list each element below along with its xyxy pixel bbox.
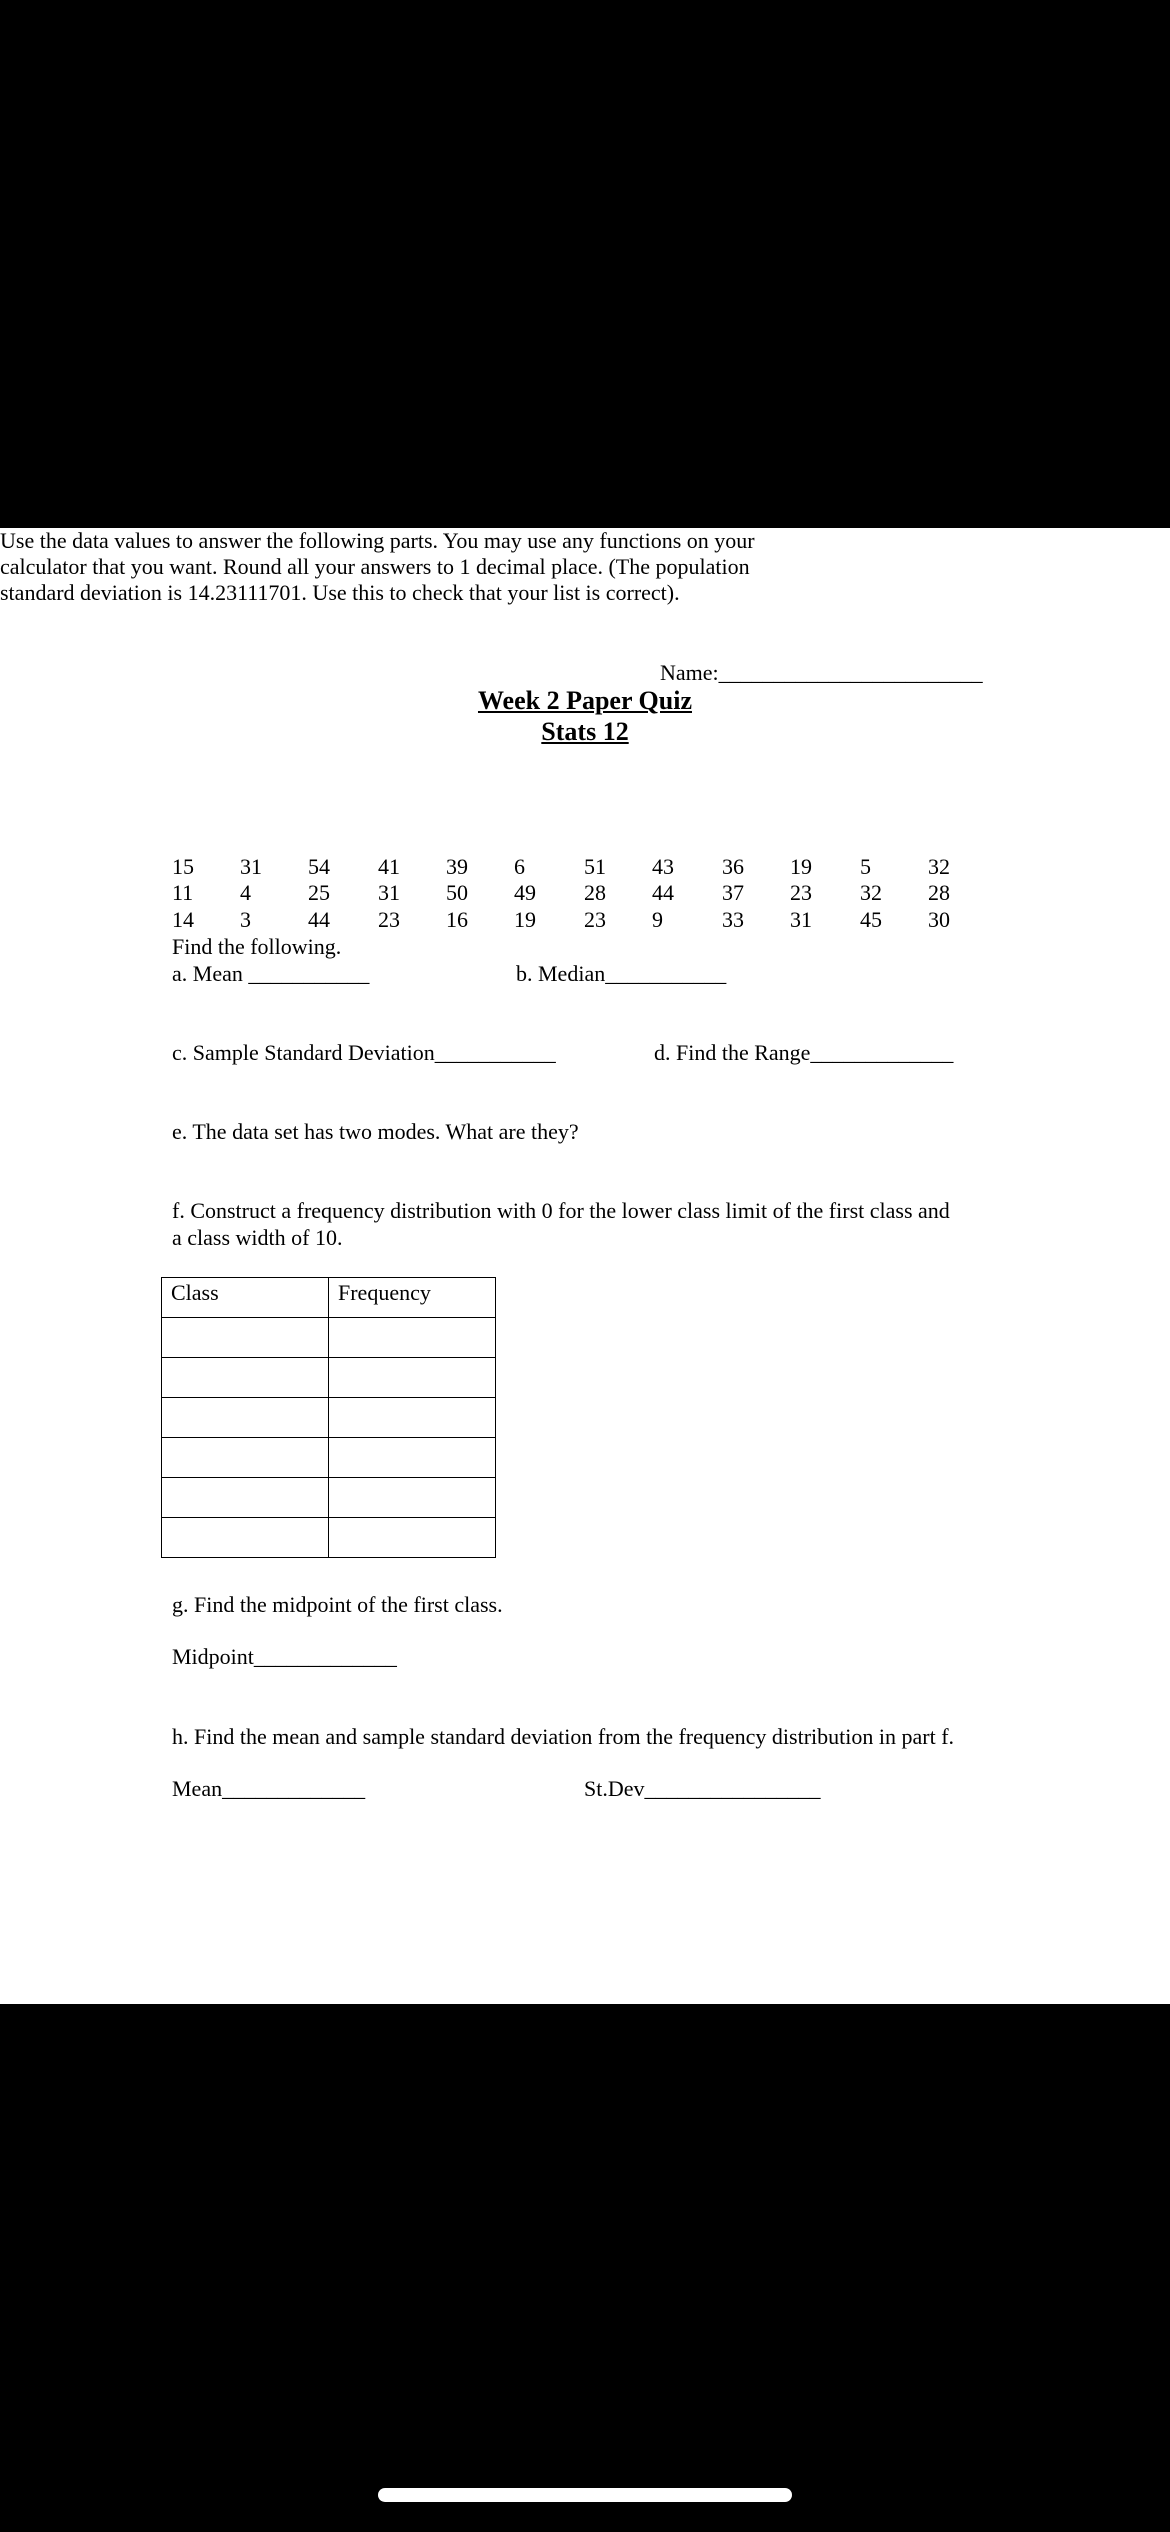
page-title: Week 2 Paper Quiz [477, 686, 692, 715]
question-a: a. Mean ___________ [172, 961, 370, 986]
data-value: 33 [722, 907, 744, 932]
data-value: 23 [584, 907, 606, 932]
stdev-answer: St.Dev________________ [584, 1776, 821, 1801]
data-value: 32 [860, 880, 882, 905]
name-field-label: Name:________________________ [660, 660, 983, 685]
home-indicator[interactable] [378, 2488, 792, 2502]
table-row [162, 1518, 496, 1558]
table-cell [329, 1518, 496, 1558]
page-subtitle: Stats 12 [541, 717, 629, 746]
data-value: 15 [172, 854, 194, 879]
table-cell [162, 1438, 329, 1478]
data-value: 16 [446, 907, 468, 932]
table-header-row [162, 1278, 496, 1318]
data-row [172, 854, 992, 880]
data-value: 3 [240, 907, 251, 932]
table-cell [329, 1478, 496, 1518]
table-row [162, 1318, 496, 1358]
data-value: 5 [860, 854, 871, 879]
data-value: 44 [308, 907, 330, 932]
question-e: e. The data set has two modes. What are they? [172, 1119, 579, 1144]
data-value: 28 [584, 880, 606, 905]
data-value: 54 [308, 854, 330, 879]
question-g: g. Find the midpoint of the first class. [172, 1592, 503, 1617]
data-value: 43 [652, 854, 674, 879]
data-value: 4 [240, 880, 251, 905]
data-value: 32 [928, 854, 950, 879]
data-value: 49 [514, 880, 536, 905]
instructions [0, 528, 840, 606]
data-value: 30 [928, 907, 950, 932]
data-value: 23 [790, 880, 812, 905]
data-value: 6 [514, 854, 525, 879]
data-value: 51 [584, 854, 606, 879]
question-f-line2: a class width of 10. [172, 1225, 343, 1250]
frequency-table [161, 1277, 496, 1558]
data-value: 37 [722, 880, 744, 905]
table-row [162, 1438, 496, 1478]
table-header-class: Class [162, 1278, 329, 1318]
data-value: 28 [928, 880, 950, 905]
data-value: 31 [240, 854, 262, 879]
data-row [172, 880, 992, 906]
data-value: 19 [790, 854, 812, 879]
table-cell [329, 1358, 496, 1398]
table-cell [162, 1358, 329, 1398]
data-value: 50 [446, 880, 468, 905]
table-cell [162, 1518, 329, 1558]
data-value: 39 [446, 854, 468, 879]
table-cell [329, 1318, 496, 1358]
question-c: c. Sample Standard Deviation___________ [172, 1040, 556, 1065]
table-header-frequency: Frequency [329, 1278, 496, 1318]
table-cell [329, 1398, 496, 1438]
data-value: 36 [722, 854, 744, 879]
table-row [162, 1358, 496, 1398]
question-h: h. Find the mean and sample standard deviation from the frequency distribution in part f. [172, 1724, 955, 1749]
table-row [162, 1478, 496, 1518]
data-value: 31 [790, 907, 812, 932]
data-value: 41 [378, 854, 400, 879]
data-value: 31 [378, 880, 400, 905]
data-value: 44 [652, 880, 674, 905]
instructions-line: calculator that you want. Round all your answers to 1 decimal place. (The population [0, 554, 750, 579]
data-value: 9 [652, 907, 663, 932]
mean-answer: Mean_____________ [172, 1776, 366, 1801]
data-value: 19 [514, 907, 536, 932]
table-cell [162, 1478, 329, 1518]
table-row [162, 1398, 496, 1438]
question-f-line1: f. Construct a frequency distribution with 0 for the lower class limit of the first class and [172, 1198, 950, 1223]
find-label: Find the following. [172, 934, 342, 959]
question-b: b. Median___________ [516, 961, 727, 986]
table-cell [162, 1398, 329, 1438]
table-cell [162, 1318, 329, 1358]
data-value: 45 [860, 907, 882, 932]
data-value: 25 [308, 880, 330, 905]
data-row [172, 907, 992, 933]
table-cell [329, 1438, 496, 1478]
instructions-line: standard deviation is 14.23111701. Use this to check that your list is correct). [0, 580, 680, 605]
instructions-line: Use the data values to answer the following parts. You may use any functions on your [0, 528, 755, 553]
question-d: d. Find the Range_____________ [654, 1040, 954, 1065]
data-value: 23 [378, 907, 400, 932]
data-value: 11 [172, 880, 194, 905]
data-value: 14 [172, 907, 194, 932]
midpoint-answer: Midpoint_____________ [172, 1644, 397, 1669]
quiz-page [0, 528, 1170, 2004]
